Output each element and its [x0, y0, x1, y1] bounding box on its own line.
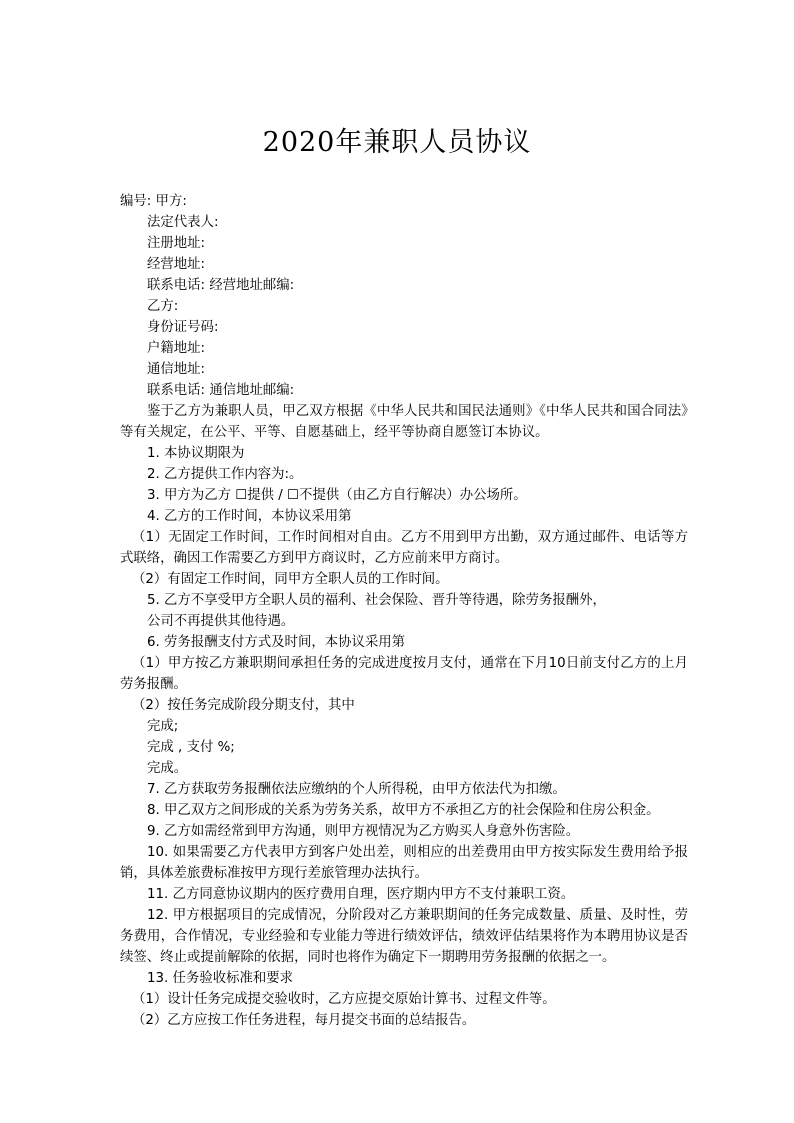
clause-3: 3. 甲方为乙方 ☐提供 / ☐不提供（由乙方自行解决）办公场所。	[147, 488, 527, 503]
clause-6-option-1: （1）甲方按乙方兼职期间承担任务的完成进度按月支付，通常在下月10日前支付乙方的上月劳务报酬。	[120, 656, 688, 692]
clause-13: 13. 任务验收标准和要求	[147, 971, 294, 986]
clause-6: 6. 劳务报酬支付方式及时间，本协议采用第	[147, 635, 406, 650]
clause-8: 8. 甲乙双方之间形成的关系为劳务关系，故甲方不承担乙方的社会保险和住房公积金。	[147, 803, 660, 818]
clause-6-stage-2: 完成 , 支付 %;	[147, 740, 235, 755]
clause-4-option-2: （2）有固定工作时间，同甲方全职人员的工作时间。	[132, 572, 449, 587]
clause-2: 2. 乙方提供工作内容为:。	[147, 467, 303, 482]
clause-6-option-2: （2）按任务完成阶段分期支付，其中	[132, 698, 355, 713]
line-mailing-address: 通信地址:	[147, 362, 206, 377]
clause-4: 4. 乙方的工作时间，本协议采用第	[147, 509, 352, 524]
line-household-address: 户籍地址:	[147, 341, 206, 356]
line-number-party-a: 编号: 甲方:	[120, 194, 187, 209]
document-body	[120, 191, 688, 1031]
clause-6-stage-3: 完成。	[147, 761, 188, 776]
clause-1: 1. 本协议期限为	[147, 446, 245, 461]
line-phone-postcode-b: 联系电话: 通信地址邮编:	[147, 383, 295, 398]
clause-12: 12. 甲方根据项目的完成情况，分阶段对乙方兼职期间的任务完成数量、质量、及时性，劳务费用，合作情况，专业经验和专业能力等进行绩效评估，绩效评估结果将作为本聘用协议是否续签、终止或提前解除的依据，同时也将作为确定下一期聘用劳务报酬的依据之一。	[120, 908, 688, 965]
line-legal-rep: 法定代表人:	[147, 215, 219, 230]
clause-13-item-1: （1）设计任务完成提交验收时，乙方应提交原始计算书、过程文件等。	[132, 992, 556, 1007]
clause-9: 9. 乙方如需经常到甲方沟通，则甲方视情况为乙方购买人身意外伤害险。	[147, 824, 580, 839]
line-party-b: 乙方:	[147, 299, 179, 314]
line-registered-address: 注册地址:	[147, 236, 206, 251]
clause-6-stage-1: 完成;	[147, 719, 179, 734]
line-phone-postcode-a: 联系电话: 经营地址邮编:	[147, 278, 295, 293]
clause-5: 5. 乙方不享受甲方全职人员的福利、社会保险、晋升等待遇，除劳务报酬外，	[147, 593, 606, 608]
clause-13-item-2: （2）乙方应按工作任务进程，每月提交书面的总结报告。	[132, 1013, 476, 1028]
document-title: 2020年兼职人员协议	[262, 127, 532, 158]
paragraph-preamble: 鉴于乙方为兼职人员，甲乙双方根据《中华人民共和国民法通则》《中华人民共和国合同法》等有关规定，在公平、平等、自愿基础上，经平等协商自愿签订本协议。	[120, 404, 688, 440]
clause-7: 7. 乙方获取劳务报酬依法应缴纳的个人所得税，由甲方依法代为扣缴。	[147, 782, 566, 797]
clause-5-cont: 公司不再提供其他待遇。	[147, 614, 295, 629]
clause-4-option-1: （1）无固定工作时间，工作时间相对自由。乙方不用到甲方出勤，双方通过邮件、电话等方式联络，确因工作需要乙方到甲方商议时，乙方应前来甲方商讨。	[120, 530, 688, 566]
line-business-address: 经营地址:	[147, 257, 206, 272]
line-id-number: 身份证号码:	[147, 320, 219, 335]
clause-11: 11. 乙方同意协议期内的医疗费用自理，医疗期内甲方不支付兼职工资。	[147, 887, 575, 902]
clause-10: 10. 如果需要乙方代表甲方到客户处出差，则相应的出差费用由甲方按实际发生费用给予报销，具体差旅费标准按甲方现行差旅管理办法执行。	[120, 845, 688, 881]
